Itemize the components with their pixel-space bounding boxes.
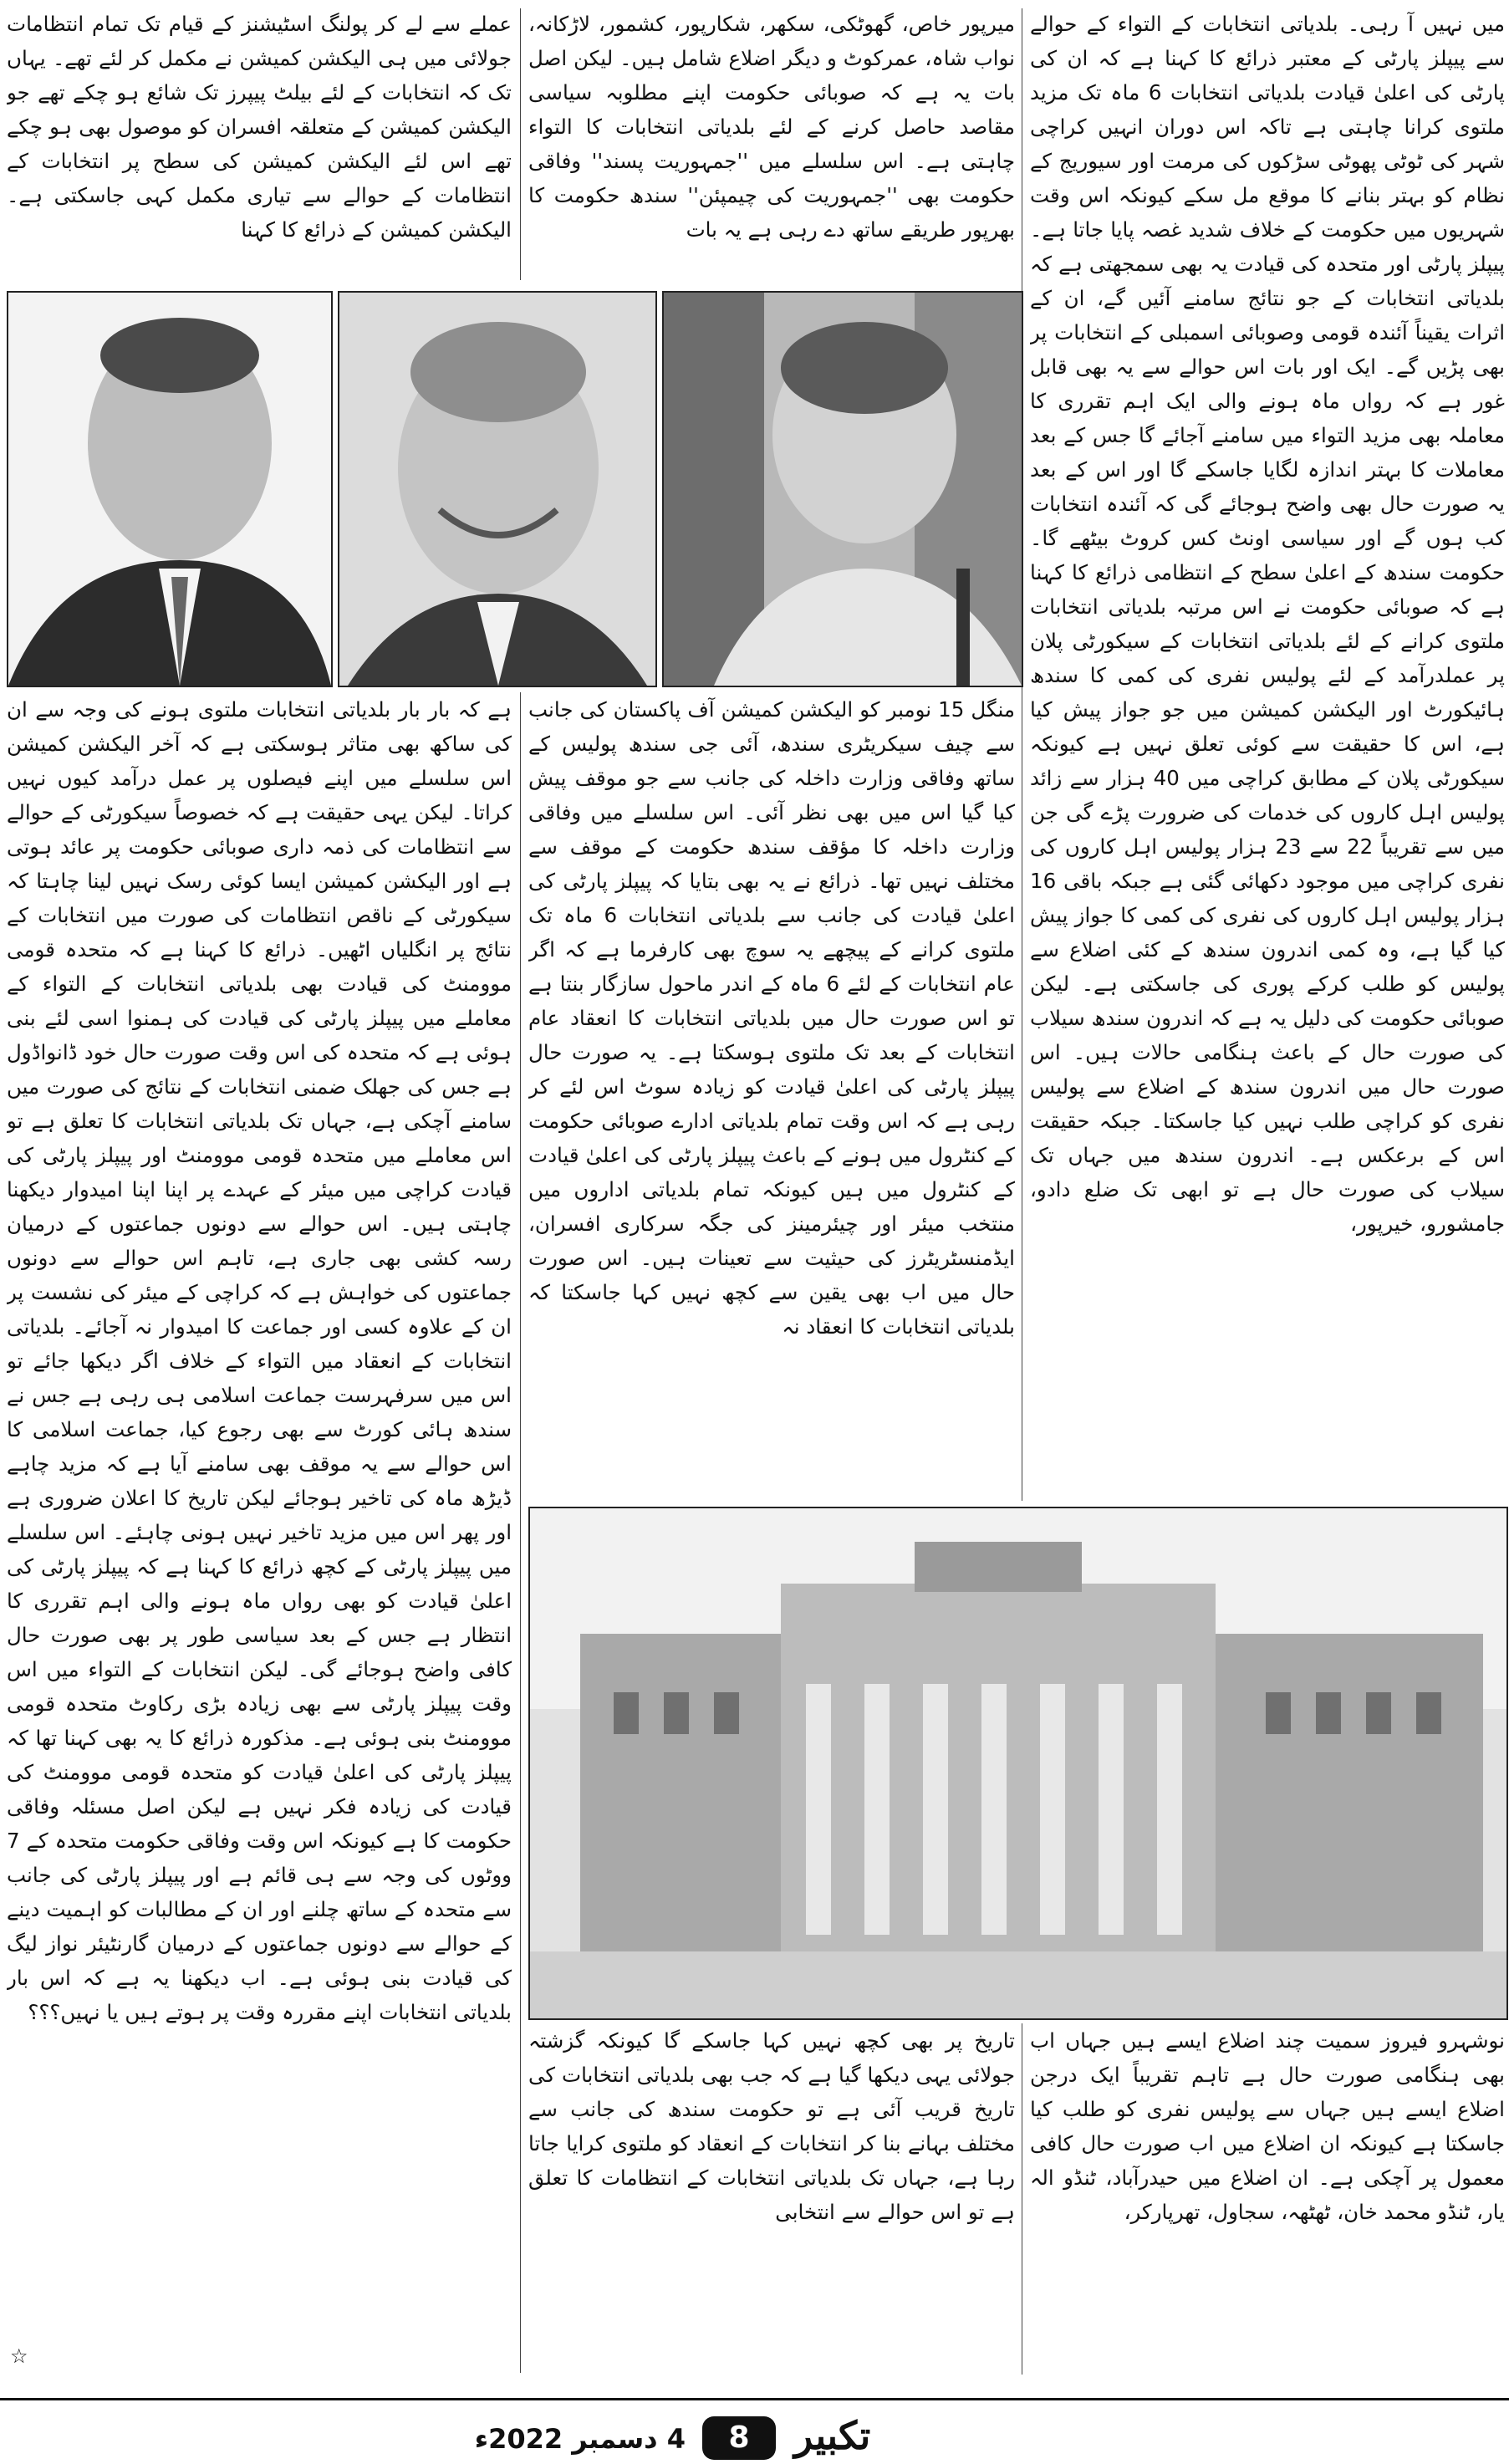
article-text: ہے کہ بار بار بلدیاتی انتخابات ملتوی ہونے کی وجہ سے ان کی ساکھ بھی متاثر ہوسکتی ہے کہ آخر الیکشن کمیشن اس سلسلے میں اپنے فیصلوں پر عمل درآمد کیوں نہیں کراتا۔ لیکن یہی حقیقت ہے کہ خصوصاً سیکورٹی کے حوالے سے انتظامات کی ذمہ داری صوبائی حکومت پر عائد ہوتی ہے اور الیکشن کمیشن ایسا کوئی رسک نہیں لینا چاہتا کہ سیکورٹی کے ناقص انتظامات کی صورت میں انتخابات کے نتائج پر انگلیاں اٹھیں۔ ذرائع کا کہنا ہے کہ متحدہ قومی موومنٹ کی قیادت بھی بلدیاتی انتخابات کے التواء کے معاملے میں پیپلز پارٹی کی قیادت کی ہمنوا اسی لئے بنی ہوئی ہے کہ متحدہ کی اس وقت صورت حال خود ڈانواڈول ہے جس کی جھلک ضمنی انتخابات کے نتائج کی صورت میں سامنے آچکی ہے، جہاں تک بلدیاتی انتخابات کا تعلق ہے تو اس معاملے میں متحدہ قومی موومنٹ اور پیپلز پارٹی کی قیادت کراچی میں میئر کے عہدے پر اپنا اپنا امیدوار دیکھنا چاہتی ہیں۔ اس حوالے سے دونوں جماعتوں کے درمیان رسہ کشی بھی جاری ہے، تاہم اس حوالے سے دونوں جماعتوں کی خواہش ہے کہ کراچی کے میئر کی نشست پر ان کے علاوہ کسی اور جماعت کا امیدوار نہ آجائے۔ بلدیاتی انتخابات کے انعقاد میں التواء کے خلاف اگر دیکھا جائے تو اس میں سرفہرست جماعت اسلامی ہی رہی ہے جس نے سندھ ہائی کورٹ سے بھی رجوع کیا، جماعت اسلامی کا اس حوالے سے یہ موقف بھی سامنے آیا ہے کہ مزید چاہے ڈیڑھ ماہ کی تاخیر ہوجائے لیکن تاریخ کا اعلان ضروری ہے اور پھر اس میں مزید تاخیر نہیں ہونی چاہئے۔ اس سلسلے میں پیپلز پارٹی کے کچھ ذرائع کا کہنا ہے کہ پیپلز پارٹی کی اعلیٰ قیادت کو بھی رواں ماہ ہونے والی اہم تقرری کا انتظار ہے جس کے بعد سیاسی طور پر بھی صورت حال کافی واضح ہوجائے گی۔ لیکن انتخابات کے التواء میں اس وقت پیپلز پارٹی سے بھی زیادہ بڑی رکاوٹ متحدہ قومی موومنٹ بنی ہوئی ہے۔ مذکورہ ذرائع کا یہ بھی کہنا تھا کہ پیپلز پارٹی کی اعلیٰ قیادت کو متحدہ قومی موومنٹ کی قیادت کی زیادہ فکر نہیں ہے لیکن اصل مسئلہ وفاقی حکومت کا ہے کیونکہ اس وقت وفاقی حکومت متحدہ کے 7 ووٹوں کی وجہ سے ہی قائم ہے اور پیپلز پارٹی کی جانب سے متحدہ کے ساتھ چلنے اور ان کے مطالبات کو اہمیت دینے کے حوالے سے دونوں جماعتوں کے درمیان گارنٹیئر نواز لیگ کی قیادت بنی ہوئی ہے۔ اب دیکھنا یہ ہے کہ اس بار بلدیاتی انتخابات اپنے مقررہ وقت پر ہوتے ہیں یا نہیں؟؟؟ <box>7 697 512 2024</box>
page-number: 8 <box>702 2416 776 2460</box>
column-divider <box>520 692 521 2373</box>
publication-date: 4 دسمبر 2022ء <box>474 2423 686 2455</box>
column-divider <box>520 8 521 280</box>
column-top-middle <box>528 7 1015 278</box>
column-top-left <box>7 7 512 287</box>
column-left-long <box>7 692 512 2373</box>
portrait-photo-right <box>662 291 1023 687</box>
end-star-icon: ☆ <box>10 2344 28 2368</box>
publication-name: تکبیر <box>794 2413 871 2458</box>
article-text: منگل 15 نومبر کو الیکشن کمیشن آف پاکستان کی جانب سے چیف سیکریٹری سندھ، آئی جی سندھ پولیس کے ساتھ وفاقی وزارت داخلہ کی جانب سے جو موقف پیش کیا گیا اس میں بھی نظر آئی۔ اس سلسلے میں وفاقی وزارت داخلہ کا مؤقف سندھ حکومت کے موقف سے مختلف نہیں تھا۔ ذرائع نے یہ بھی بتایا کہ پیپلز پارٹی کی اعلیٰ قیادت کی جانب سے بلدیاتی انتخابات 6 ماہ تک ملتوی کرانے کے پیچھے یہ سوچ بھی کارفرما ہے کہ اگر عام انتخابات کے لئے 6 ماہ کے اندر ماحول سازگار بنتا ہے تو اس صورت حال میں بلدیاتی انتخابات کا انعقاد عام انتخابات کے بعد تک ملتوی ہوسکتا ہے۔ یہ صورت حال پیپلز پارٹی کی اعلیٰ قیادت کو زیادہ سوٹ اس لئے کر رہی ہے کہ اس وقت تمام بلدیاتی ادارے صوبائی حکومت کے کنٹرول میں ہونے کے باعث پیپلز پارٹی کی اعلیٰ قیادت کے کنٹرول میں ہیں کیونکہ تمام بلدیاتی اداروں میں منتخب میئر اور چیئرمینز کی جگہ سرکاری افسران، ایڈمنسٹریٹرز کی حیثیت سے تعینات ہیں۔ اس صورت حال میں اب بھی یقین سے کچھ نہیں کہا جاسکتا کہ بلدیاتی انتخابات کا انعقاد نہ <box>528 697 1015 1339</box>
portrait-image <box>339 293 655 686</box>
article-text: نوشہرو فیروز سمیت چند اضلاع ایسے ہیں جہاں اب بھی ہنگامی صورت حال ہے تاہم تقریباً ایک درجن اضلاع ایسے ہیں جہاں سے پولیس نفری کو طلب کیا جاسکتا ہے کیونکہ ان اضلاع میں اب صورت حال کافی معمول پر آچکی ہے۔ ان اضلاع میں حیدرآباد، ٹنڈو الہ یار، ٹنڈو محمد خان، ٹھٹھہ، سجاول، تھرپارکر، <box>1030 2028 1505 2224</box>
portrait-photo-middle <box>338 291 657 687</box>
building-image <box>530 1508 1506 2018</box>
portrait-image <box>8 293 331 686</box>
portrait-photo-left <box>7 291 333 687</box>
building-photo <box>528 1507 1508 2020</box>
article-text: عملے سے لے کر پولنگ اسٹیشنز کے قیام تک تمام انتظامات جولائی میں ہی الیکشن کمیشن نے مکمل کر لئے تھے۔ یہاں تک کہ انتخابات کے لئے بیلٹ پیپرز تک شائع ہو چکے تھے جو الیکشن کمیشن کے متعلقہ افسران کو موصول بھی ہو چکے تھے اس لئے الیکشن کمیشن کی سطح پر انتخابات کے انتظامات کے حوالے سے تیاری مکمل کہی جاسکتی ہے۔ الیکشن کمیشن کے ذرائع کا کہنا <box>7 12 512 242</box>
footer-rule <box>0 2398 1509 2400</box>
column-bottom-middle <box>528 2023 1015 2383</box>
column-mid-right <box>528 692 1015 1503</box>
column-top-right <box>1030 7 1505 1503</box>
portrait-image <box>664 293 1022 686</box>
column-bottom-right <box>1030 2023 1505 2383</box>
article-text: میرپور خاص، گھوٹکی، سکھر، شکارپور، کشمور، لاڑکانہ، نواب شاہ، عمرکوٹ و دیگر اضلاع شامل ہیں۔ لیکن اصل بات یہ ہے کہ صوبائی حکومت اپنے مطلوبہ سیاسی مقاصد حاصل کرنے کے لئے بلدیاتی انتخابات کا التواء چاہتی ہے۔ اس سلسلے میں ''جمہوریت پسند'' وفاقی حکومت بھی ''جمہوریت کی چیمپئن'' سندھ حکومت کا بھرپور طریقے ساتھ دے رہی ہے یہ بات <box>528 12 1015 242</box>
article-text: تاریخ پر بھی کچھ نہیں کہا جاسکے گا کیونکہ گزشتہ جولائی یہی دیکھا گیا ہے کہ جب بھی بلدیاتی انتخابات کی تاریخ قریب آئی ہے تو حکومت سندھ کی جانب سے مختلف بہانے بنا کر انتخابات کے انعقاد کو ملتوی کرایا جاتا رہا ہے، جہاں تک بلدیاتی انتخابات کے انتظامات کا تعلق ہے تو اس حوالے سے انتخابی <box>528 2028 1015 2224</box>
article-text: میں نہیں آ رہی۔ بلدیاتی انتخابات کے التواء کے حوالے سے پیپلز پارٹی کے معتبر ذرائع کا کہنا ہے کہ ان کی پارٹی کی اعلیٰ قیادت بلدیاتی انتخابات 6 ماہ تک مزید ملتوی کرانا چاہتی ہے تاکہ اس دوران انہیں کراچی شہر کی ٹوٹی پھوٹی سڑکوں کی مرمت اور سیوریج کے نظام کو بہتر بنانے کا موقع مل سکے کیونکہ اس وقت شہریوں میں حکومت کے خلاف شدید غصہ پایا جاتا ہے۔ پیپلز پارٹی اور متحدہ کی قیادت یہ بھی سمجھتی ہے کہ بلدیاتی انتخابات کے جو نتائج سامنے آئیں گے، ان کے اثرات یقیناً آئندہ قومی وصوبائی اسمبلی کے انتخابات پر بھی پڑیں گے۔ ایک اور بات اس حوالے سے یہ بھی قابل غور ہے کہ رواں ماہ ہونے والی ایک اہم تقرری کا معاملہ بھی مزید التواء میں سامنے آجائے گا جس کے بعد معاملات کا بہتر اندازہ لگایا جاسکے گا اور اس کے بعد یہ صورت حال بھی واضح ہوجائے گی کہ آئندہ انتخابات کب ہوں گے اور سیاسی اونٹ کس کروٹ بیٹھے گا۔ حکومت سندھ کے اعلیٰ سطح کے انتظامی ذرائع کا کہنا ہے کہ صوبائی حکومت نے اس مرتبہ بلدیاتی انتخابات ملتوی کرانے کے لئے بلدیاتی انتخابات کے سیکورٹی پلان پر عملدرآمد کے لئے پولیس نفری کی کمی کا سندھ ہائیکورٹ اور الیکشن کمیشن میں جو جواز پیش کیا ہے، اس کا حقیقت سے کوئی تعلق نہیں ہے کیونکہ سیکورٹی پلان کے مطابق کراچی میں 40 ہزار سے زائد پولیس اہل کاروں کی خدمات کی ضرورت پڑے گی جن میں سے تقریباً 22 سے 23 ہزار پولیس اہل کاروں کی نفری کراچی میں موجود دکھائی گئی ہے جبکہ باقی 16 ہزار پولیس اہل کاروں کی نفری کی کمی کا جواز پیش کیا گیا ہے، وہ کمی اندرون سندھ کے کئی اضلاع سے پولیس کو طلب کرکے پوری کی جاسکتی ہے۔ لیکن صوبائی حکومت کی دلیل یہ ہے کہ اندرون سندھ سیلاب کی صورت حال کے باعث ہنگامی حالات ہیں۔ اس صورت حال میں اندرون سندھ کے اضلاع سے پولیس نفری کو کراچی طلب نہیں کیا جاسکتا۔ جبکہ حقیقت اس کے برعکس ہے۔ اندرون سندھ میں جہاں تک سیلاب کی صورت حال ہے تو ابھی تک ضلع دادو، جامشورو، خیرپور، <box>1030 12 1505 1236</box>
